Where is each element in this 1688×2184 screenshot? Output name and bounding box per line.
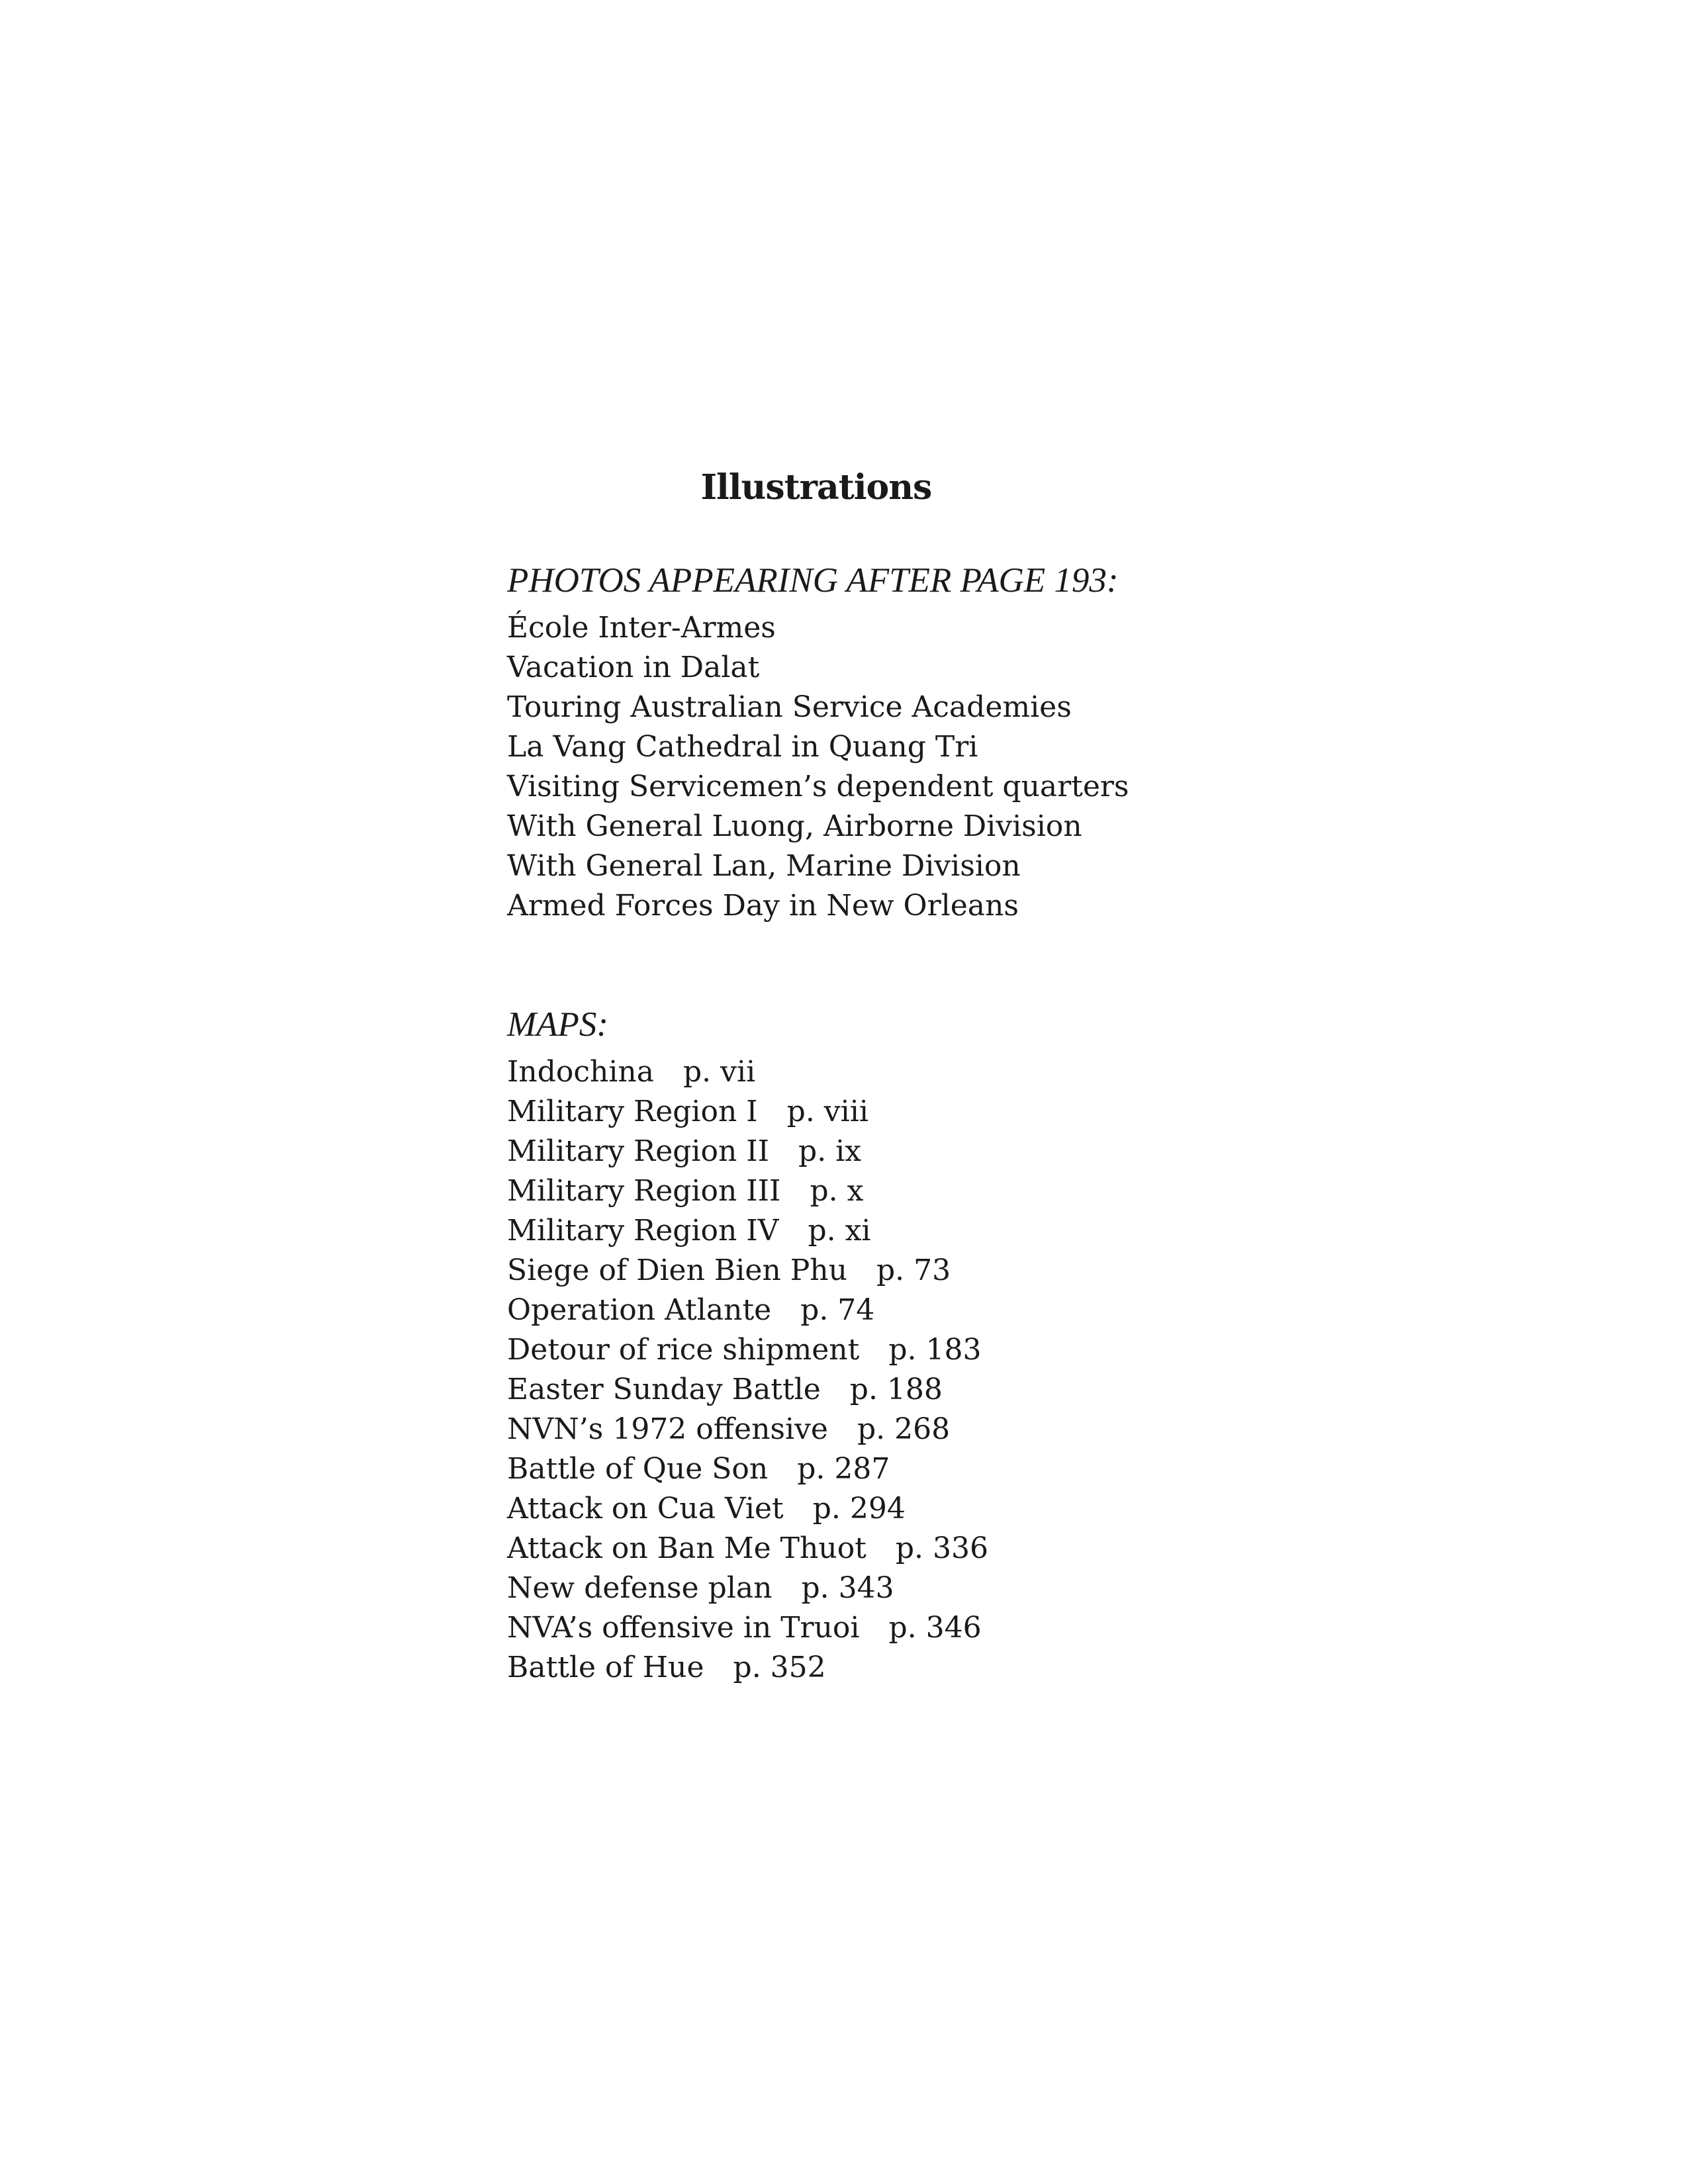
map-item: [507, 1608, 1500, 1648]
map-name: Detour of rice shipment: [507, 1333, 860, 1367]
map-name: NVA’s offensive in Truoi: [507, 1611, 860, 1645]
map-item: [507, 1052, 1500, 1092]
photo-item: Visiting Servicemen’s dependent quarters: [507, 770, 1129, 803]
maps-heading: MAPS:: [507, 1005, 609, 1044]
photo-item: Armed Forces Day in New Orleans: [507, 889, 1019, 923]
map-item: [507, 1449, 1500, 1489]
map-name: Military Region III: [507, 1174, 781, 1208]
map-name: Military Region II: [507, 1134, 770, 1168]
map-page-ref: p. ix: [798, 1134, 862, 1168]
map-name: Indochina: [507, 1055, 654, 1089]
map-item: [507, 1092, 1500, 1132]
map-item: [507, 1291, 1500, 1330]
maps-section: [507, 1005, 1500, 1688]
map-item: [507, 1132, 1500, 1171]
map-item: [507, 1529, 1500, 1569]
photo-item: With General Lan, Marine Division: [507, 849, 1021, 883]
map-name: Attack on Ban Me Thuot: [507, 1531, 867, 1565]
map-page-ref: p. 183: [888, 1333, 982, 1367]
maps-list: [507, 1052, 1500, 1688]
photos-list: [507, 608, 1500, 926]
map-page-ref: p. viii: [786, 1095, 868, 1128]
map-page-ref: p. 188: [849, 1373, 943, 1406]
photo-item: Touring Australian Service Academies: [507, 690, 1072, 724]
photo-item: École Inter-Armes: [507, 611, 776, 645]
map-item: [507, 1648, 1500, 1688]
map-page-ref: p. xi: [808, 1214, 871, 1248]
map-name: Attack on Cua Viet: [507, 1492, 784, 1525]
map-name: Battle of Hue: [507, 1651, 704, 1684]
photo-item: La Vang Cathedral in Quang Tri: [507, 730, 978, 764]
map-item: [507, 1330, 1500, 1370]
map-name: New defense plan: [507, 1571, 773, 1605]
map-page-ref: p. x: [810, 1174, 864, 1208]
map-item: [507, 1370, 1500, 1410]
map-item: [507, 1410, 1500, 1449]
map-item: [507, 1211, 1500, 1251]
map-item: [507, 1569, 1500, 1608]
map-name: Operation Atlante: [507, 1293, 772, 1327]
map-item: [507, 1251, 1500, 1291]
map-page-ref: p. 346: [888, 1611, 982, 1645]
map-page-ref: p. 352: [733, 1651, 826, 1684]
map-name: Battle of Que Son: [507, 1452, 769, 1486]
map-page-ref: p. vii: [683, 1055, 756, 1089]
map-name: NVN’s 1972 offensive: [507, 1412, 828, 1446]
photo-item: Vacation in Dalat: [507, 651, 760, 684]
map-item: [507, 1171, 1500, 1211]
map-name: Military Region IV: [507, 1214, 779, 1248]
map-name: Siege of Dien Bien Phu: [507, 1253, 847, 1287]
map-page-ref: p. 343: [801, 1571, 894, 1605]
map-name: Easter Sunday Battle: [507, 1373, 821, 1406]
map-item: [507, 1489, 1500, 1529]
map-page-ref: p. 287: [797, 1452, 890, 1486]
map-page-ref: p. 73: [876, 1253, 951, 1287]
map-page-ref: p. 294: [812, 1492, 906, 1525]
map-page-ref: p. 268: [857, 1412, 951, 1446]
map-page-ref: p. 74: [800, 1293, 875, 1327]
map-page-ref: p. 336: [895, 1531, 988, 1565]
page-title: Illustrations: [700, 467, 932, 508]
photos-section: [507, 561, 1500, 926]
map-name: Military Region I: [507, 1095, 758, 1128]
photo-item: With General Luong, Airborne Division: [507, 809, 1082, 843]
photos-heading: PHOTOS APPEARING AFTER PAGE 193:: [507, 561, 1119, 600]
